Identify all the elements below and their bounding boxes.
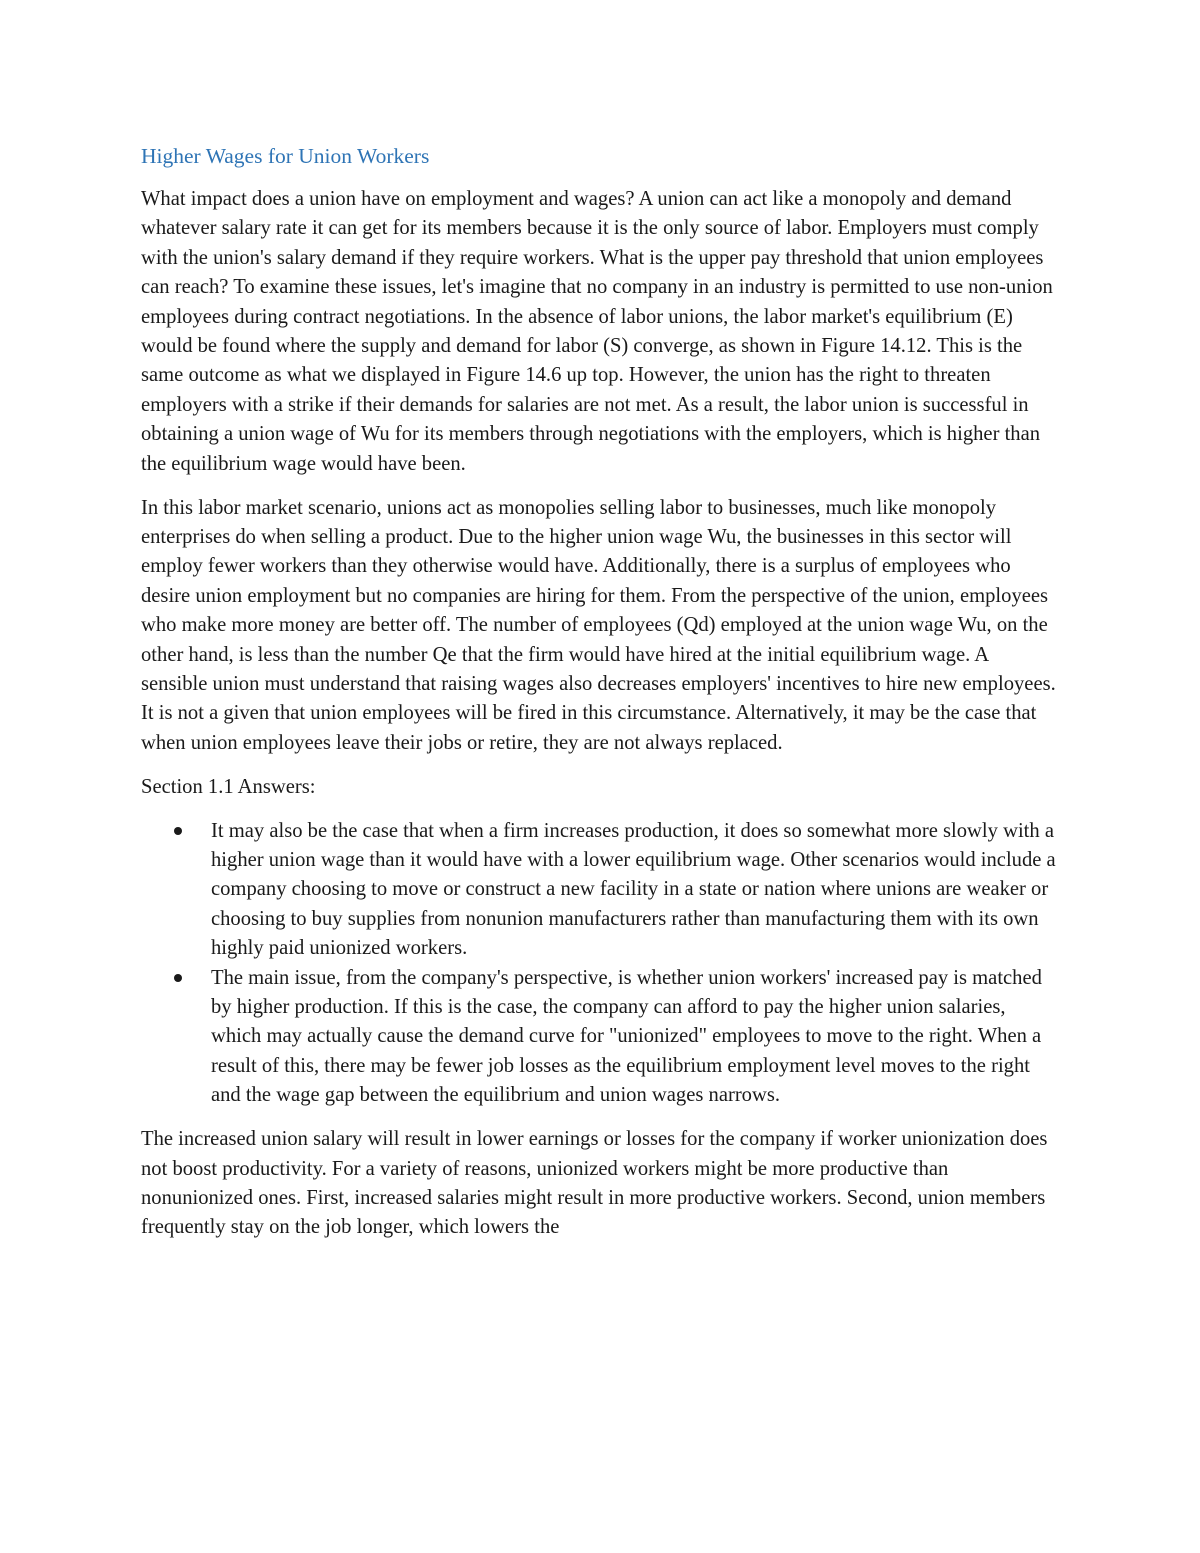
list-item [211,964,1059,1111]
answers-list [141,817,1059,1111]
bullet-icon [174,827,182,835]
answers-label: Section 1.1 Answers: [141,775,316,798]
list-item-text: The main issue, from the company's perspective, is whether union workers' increased pay is matched by higher production. If this is the case, the company can afford to pay the higher union salaries, which may actually cause the demand curve for "unionized" employees to move to the right. When a result of this, there may be fewer job losses as the equilibrium employment level moves to the right and the wage gap between the equilibrium and union wages narrows. [211,966,1042,1107]
paragraph-union-impact: What impact does a union have on employment and wages? A union can act like a monopoly and demand whatever salary rate it can get for its members because it is the only source of labor. Employers must comply with the union's salary demand if they require workers. What is the upper pay threshold that union employees can reach? To examine these issues, let's imagine that no company in an industry is permitted to use non-union employees during contract negotiations. In the absence of labor unions, the labor market's equilibrium (E) would be found where the supply and demand for labor (S) converge, as shown in Figure 14.12. This is the same outcome as what we displayed in Figure 14.6 up top. However, the union has the right to threaten employers with a strike if their demands for salaries are not met. As a result, the labor union is successful in obtaining a union wage of Wu for its members through negotiations with the employers, which is higher than the equilibrium wage would have been. [141,188,1053,475]
paragraph-labor-market: In this labor market scenario, unions act as monopolies selling labor to businesses, much like monopoly enterprises do when selling a product. Due to the higher union wage Wu, the businesses in this sector will employ fewer workers than they otherwise would have. Additionally, there is a surplus of employees who desire union employment but no companies are hiring for them. From the perspective of the union, employees who make more money are better off. The number of employees (Qd) employed at the union wage Wu, on the other hand, is less than the number Qe that the firm would have hired at the initial equilibrium wage. A sensible union must understand that raising wages also decreases employers' incentives to hire new employees. It is not a given that union employees will be fired in this circumstance. Alternatively, it may be the case that when union employees leave their jobs or retire, they are not always replaced. [141,496,1056,754]
list-item-text: It may also be the case that when a firm increases production, it does so somewhat more slowly with a higher union wage than it would have with a lower equilibrium wage. Other scenarios would include a company choosing to move or construct a new facility in a state or nation where unions are weaker or choosing to buy supplies from nonunion manufacturers rather than manufacturing them with its own highly paid unionized workers. [211,819,1056,960]
paragraph-productivity: The increased union salary will result in lower earnings or losses for the company if worker unionization does not boost productivity. For a variety of reasons, unionized workers might be more productive than nonunionized ones. First, increased salaries might result in more productive workers. Second, union members frequently stay on the job longer, which lowers the [141,1128,1048,1239]
section-heading: Higher Wages for Union Workers [141,144,430,168]
list-item [211,817,1059,964]
document-body [141,141,1059,1257]
bullet-icon [174,974,182,982]
